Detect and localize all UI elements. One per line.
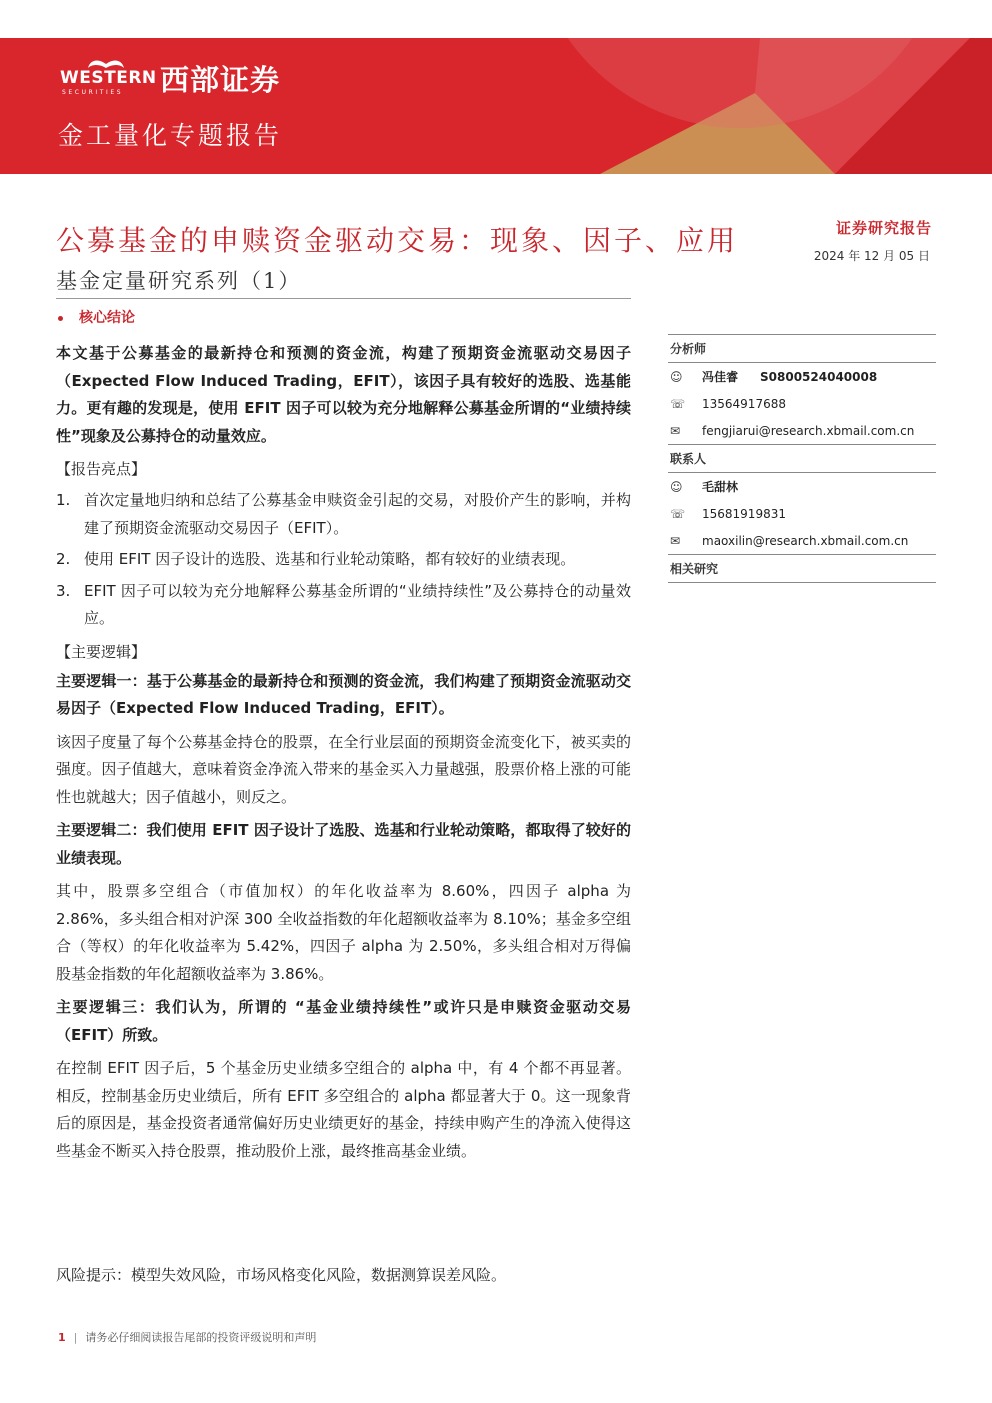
logo-mark xyxy=(60,56,157,100)
report-date: 2024 年 12 月 05 日 xyxy=(813,249,930,263)
analyst-email[interactable]: fengjiarui@research.xbmail.com.cn xyxy=(702,423,915,438)
logic-1-body: 该因子度量了每个公募基金持仓的股票，在全行业层面的预期资金流变化下，被买卖的强度。因子值越大，意味着资金净流入带来的基金买入力量越强，股票价格上涨的可能性也就越大；因子值越小，则反之。 xyxy=(56,732,631,806)
contact-label: 联系人 xyxy=(670,452,707,466)
phone-icon: ☏ xyxy=(670,506,686,521)
analyst-label: 分析师 xyxy=(670,342,707,356)
header-banner xyxy=(0,38,992,174)
logo-sub: SECURITIES xyxy=(62,89,124,96)
logic-3-body: 在控制 EFIT 因子后，5 个基金历史业绩多空组合的 alpha 中，有 4 个都不再显著。相反，控制基金历史业绩后，所有 EFIT 多空组合的 alpha 都显著大于 0。这一现象背后的原因是，基金投资者通常偏好历史业绩更好的基金，持续申购产生的净流入使得这些基金不断买入持仓股票，推动股价上涨，最终推高基金业绩。 xyxy=(56,1059,631,1160)
contact-email[interactable]: maoxilin@research.xbmail.com.cn xyxy=(702,533,909,548)
phone-icon: ☏ xyxy=(670,396,686,411)
contact-email-row xyxy=(668,527,936,554)
analyst-phone: 13564917688 xyxy=(702,396,786,411)
sidebar xyxy=(668,334,936,583)
email-icon: ✉ xyxy=(670,533,681,548)
report-type: 证券研究报告 xyxy=(835,219,932,237)
analyst-cert: S0800524040008 xyxy=(760,369,878,384)
bullet-icon xyxy=(58,316,63,321)
footer-separator: | xyxy=(73,1330,78,1344)
main-content xyxy=(56,340,631,1165)
page-number: 1 xyxy=(58,1330,66,1344)
analyst-name-row xyxy=(668,363,936,390)
analyst-name: 冯佳睿 xyxy=(702,370,739,384)
title-divider xyxy=(56,298,631,299)
logic-2-body: 其中，股票多空组合（市值加权）的年化收益率为 8.60%，四因子 alpha 为 2.86%，多头组合相对沪深 300 全收益指数的年化超额收益率为 8.10%；基金多空组合（等权）的年化收益率为 5.42%，四因子 alpha 为 2.50%，多头组合相对万得偏股基金指数的年化超额收益率为 3.86%。 xyxy=(56,882,631,983)
footer-disclaimer: 请务必仔细阅读报告尾部的投资评级说明和声明 xyxy=(85,1331,317,1344)
company-logo xyxy=(60,56,280,100)
person-icon: ☺ xyxy=(670,369,683,384)
report-series: 金工量化专题报告 xyxy=(58,121,283,150)
logic-1-heading: 主要逻辑一：基于公募基金的最新持仓和预测的资金流，我们构建了预期资金流驱动交易因子（Expected Flow Induced Trading，EFIT）。 xyxy=(56,671,631,717)
highlight-item: 3. EFIT 因子可以较为充分地解释公募基金所谓的“业绩持续性”及公募持仓的动量效应。 xyxy=(56,581,631,627)
logic-3-heading: 主要逻辑三：我们认为，所谓的 “基金业绩持续性”或许只是申赎资金驱动交易（EFIT）所致。 xyxy=(56,998,631,1044)
analyst-phone-row xyxy=(668,390,936,417)
contact-name-row xyxy=(668,473,936,500)
logic-2-heading: 主要逻辑二：我们使用 EFIT 因子设计了选股、选基和行业轮动策略，都取得了较好的业绩表现。 xyxy=(56,821,631,867)
related-research-label: 相关研究 xyxy=(670,562,719,576)
highlight-item: 1. 首次定量地归纳和总结了公募基金申赎资金引起的交易，对股价产生的影响，并构建了预期资金流驱动交易因子（EFIT）。 xyxy=(56,491,631,537)
highlight-item: 2. 使用 EFIT 因子设计的选股、选基和行业轮动策略，都有较好的业绩表现。 xyxy=(56,550,576,568)
risk-warning: 风险提示：模型失效风险，市场风格变化风险，数据测算误差风险。 xyxy=(56,1266,507,1284)
contact-phone-row xyxy=(668,500,936,527)
contact-phone: 15681919831 xyxy=(702,506,786,521)
page-footer xyxy=(58,1329,316,1345)
person-icon: ☺ xyxy=(670,479,683,494)
report-subtitle: 基金定量研究系列（1） xyxy=(56,269,302,293)
email-icon: ✉ xyxy=(670,423,681,438)
intro-paragraph: 本文基于公募基金的最新持仓和预测的资金流，构建了预期资金流驱动交易因子（Expected Flow Induced Trading，EFIT），该因子具有较好的选股、选基能力。更有趣的发现是，使用 EFIT 因子可以较为充分地解释公募基金所谓的“业绩持续性”现象及公募持仓的动量效应。 xyxy=(56,344,631,445)
highlights-heading: 【报告亮点】 xyxy=(56,460,147,478)
logo-english: WESTERN xyxy=(60,68,157,88)
core-conclusion-heading: 核心结论 xyxy=(58,307,135,327)
analyst-email-row xyxy=(668,417,936,444)
contact-name: 毛甜林 xyxy=(702,480,739,494)
logic-heading: 【主要逻辑】 xyxy=(56,642,147,661)
report-title: 公募基金的申赎资金驱动交易：现象、因子、应用 xyxy=(56,224,739,257)
logo-chinese: 西部证券 xyxy=(160,62,281,97)
